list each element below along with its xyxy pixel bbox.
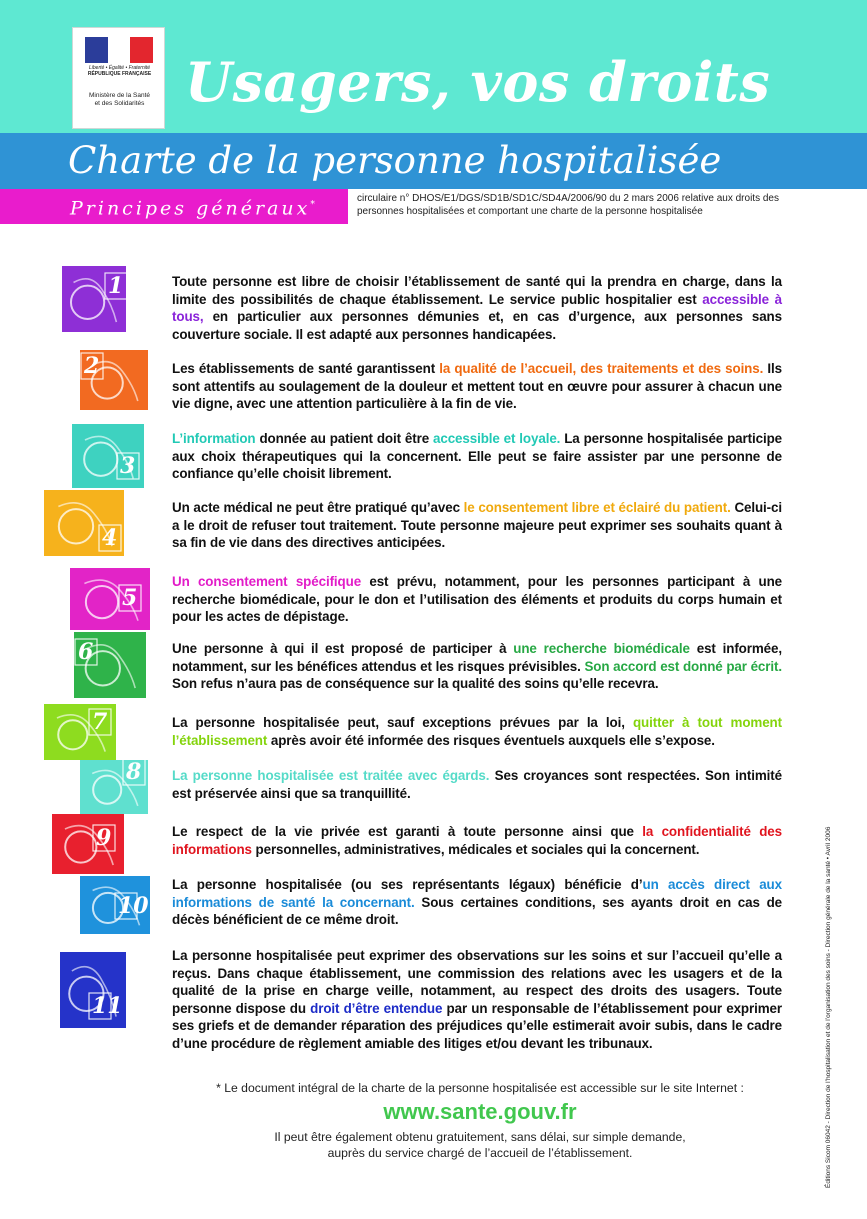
body-text: est informée, notamment, sur les bénéfices attendus et les risques prévisibles. — [172, 641, 782, 674]
availability-line-2: auprès du service chargé de l’accueil de l’établissement. — [327, 1146, 633, 1160]
principle-number: 11 — [92, 993, 123, 1019]
principle-tile-1 — [62, 266, 126, 332]
body-text: Sous certaines conditions, ses ayants droit en cas de décès bénéficient de ce même droit. — [172, 894, 783, 928]
highlight-text: un accès direct aux informations de santé la concernant. — [172, 877, 782, 910]
body-text: Celui-ci a le droit de refuser tout traitement. Toute personne majeure peut exprimer ses souhaits quant à sa fin de vie dans des directives anticipées. — [172, 500, 783, 551]
website-link[interactable]: www.sante.gouv.fr — [383, 1099, 577, 1124]
principle-number: 7 — [92, 709, 108, 735]
body-text: est prévu, notamment, pour les personnes participant à une recherche biomédicale, pour le don et l’utilisation des éléments et produits du corps humain et pour les actes de dépistage. — [172, 574, 782, 625]
principle-text-11 — [172, 947, 782, 1053]
principle-text-6 — [172, 640, 782, 693]
highlight-text: la confidentialité des informations — [172, 824, 782, 857]
availability-line-1: Il peut être également obtenu gratuitement, sans délai, sur simple demande, — [274, 1130, 686, 1144]
principle-tile-6 — [74, 632, 146, 698]
principle-number: 2 — [84, 353, 100, 379]
body-text: La personne hospitalisée participe aux choix thérapeutiques qui la concernent. Elle peut se faire assister par une personne de confiance qu’elle choisit librement. — [172, 431, 782, 482]
body-text: donnée au patient doit être — [255, 431, 433, 446]
circular-reference: circulaire n° DHOS/E1/DGS/SD1B/SD1C/SD4A/2006/90 du 2 mars 2006 relative aux droits des personnes hospitalisées et comportant une charte de la personne hospitalisée — [357, 193, 779, 217]
principle-tile-3 — [72, 424, 144, 488]
principle-tile-10 — [80, 876, 150, 934]
side-credit: Éditions Sicom 06042 - Direction de l’hospitalisation et de l’organisation des soins - Direction générale de la santé • Avril 2006 — [825, 826, 832, 1188]
section-title-text: Principes généraux — [70, 197, 311, 220]
highlight-text: Son accord est donné par écrit. — [584, 658, 782, 674]
body-text: La personne hospitalisée peut, sauf exceptions prévues par la loi, — [172, 715, 633, 730]
highlight-text: le consentement libre et éclairé du patient. — [463, 500, 731, 515]
body-text: Le respect de la vie privée est garanti à toute personne ainsi que — [172, 824, 643, 839]
body-text: La personne hospitalisée (ou ses représentants légaux) bénéficie d’ — [172, 877, 643, 892]
highlight-text: La personne hospitalisée est traitée avec égards. — [172, 768, 490, 783]
principle-number: 5 — [122, 585, 138, 611]
logo-ministry-line1: Ministère de la Santé — [88, 92, 151, 99]
principle-tile-8 — [80, 760, 148, 814]
page-subtitle: Charte de la personne hospitalisée — [68, 139, 722, 182]
footnote: * Le document intégral de la charte de la personne hospitalisée est accessible sur le site Internet : — [216, 1081, 744, 1095]
body-text: Ses croyances sont respectées. Son intimité est préservée ainsi que sa tranquillité. — [172, 768, 782, 801]
body-text: Un acte médical ne peut être pratiqué qu’avec — [172, 500, 464, 515]
body-text: Toute personne est libre de choisir l’établissement de santé qui la prendra en charge, dans la limite des possibilités de chaque établissement. Le service public hospitalier est — [172, 274, 782, 307]
principle-number: 9 — [96, 825, 112, 851]
body-text: La personne hospitalisée peut exprimer des observations sur les soins et sur l’accueil qu’elle a reçus. Dans chaque établissement, une commission des relations avec les usagers et de la qualité de la prise en charge veille, notamment, au respect des droits des usagers. Toute personne dispose du — [172, 948, 782, 1016]
whispering-face-icon — [52, 814, 124, 874]
body-text: après avoir été informée des risques éventuels auxquels elle s’expose. — [267, 732, 715, 748]
body-text: Ils sont attentifs au soulagement de la douleur et mettent tout en œuvre pour assurer à chacun une vie digne, avec une attention particulière à la fin de vie. — [172, 361, 782, 412]
section-title — [70, 191, 318, 222]
body-text: par un responsable de l’établissement pour exprimer ses griefs et de demander réparation des préjudices qu’elle estimerait avoir subis, dans le cadre d’une procédure de règlement amiable des litiges et/ou devant les tribunaux. — [172, 1000, 782, 1051]
body-text: Son refus n’aura pas de conséquence sur la qualité des soins qu’elle recevra. — [172, 676, 659, 692]
principle-text-7 — [172, 714, 782, 749]
principle-text-3 — [172, 430, 782, 483]
logo-motto: Liberté • Égalité • Fraternité — [88, 65, 151, 71]
highlight-text: accessible et loyale. — [433, 431, 561, 446]
ministry-logo — [72, 27, 165, 129]
principle-number: 8 — [126, 759, 142, 785]
principle-text-4 — [172, 499, 782, 552]
body-text: en particulier aux personnes démunies et, en cas d’urgence, aux personnes sans couverture sociale. Il est adapté aux personnes handicapées. — [172, 309, 782, 342]
principle-text-10 — [172, 876, 782, 929]
principle-tile-5 — [70, 568, 150, 630]
principle-tile-7 — [44, 704, 116, 760]
handshake-icon — [70, 568, 150, 630]
section-marker: * — [310, 200, 318, 210]
marianne-flag-icon — [85, 37, 153, 63]
body-text: Les établissements de santé garantissent — [172, 361, 440, 376]
highlight-text: droit d’être entendue — [310, 1000, 443, 1016]
principle-tile-9 — [52, 814, 124, 874]
body-text: Une personne à qui il est proposé de participer à — [172, 641, 514, 656]
principle-number: 4 — [102, 525, 118, 551]
principle-number: 10 — [118, 893, 149, 919]
highlight-text: Un consentement spécifique — [172, 574, 362, 589]
principle-text-2 — [172, 360, 782, 413]
logo-republic: RÉPUBLIQUE FRANÇAISE — [87, 71, 152, 77]
principle-tile-11 — [60, 952, 126, 1028]
page-title: Usagers, vos droits — [185, 50, 771, 114]
logo-ministry-line2: et des Solidarités — [94, 100, 145, 107]
highlight-text: quitter à tout moment l’établissement — [172, 715, 782, 748]
principle-text-1 — [172, 273, 782, 343]
highlight-text: la qualité de l’accueil, des traitements et des soins. — [439, 361, 764, 376]
body-text: personnelles, administratives, médicales et sociales qui la concernent. — [251, 841, 700, 857]
highlight-text: L’information — [172, 431, 256, 446]
principle-text-8 — [172, 767, 782, 802]
principle-tile-2 — [80, 350, 148, 410]
principle-number: 3 — [120, 453, 136, 479]
principle-text-9 — [172, 823, 782, 858]
highlight-text: accessible à tous, — [172, 291, 782, 325]
principle-number: 6 — [78, 639, 94, 665]
principle-number: 1 — [108, 273, 124, 299]
principle-text-5 — [172, 573, 782, 626]
principle-tile-4 — [44, 490, 124, 556]
highlight-text: une recherche biomédicale — [513, 641, 690, 656]
